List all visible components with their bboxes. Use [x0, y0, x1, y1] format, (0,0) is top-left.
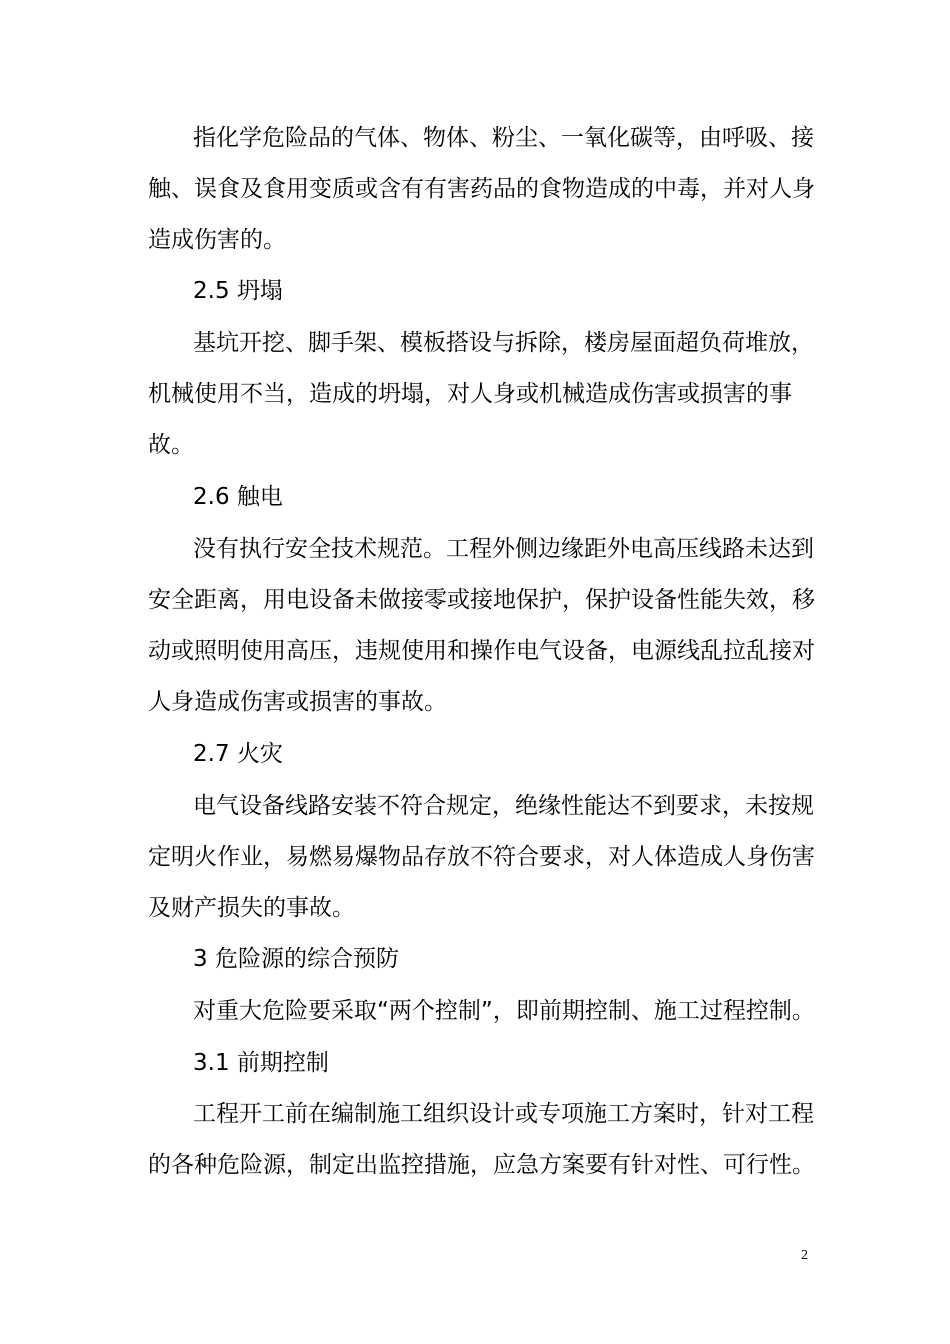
paragraph-collapse-line-2: 机械使用不当，造成的坍塌，对人身或机械造成伤害或损害的事	[148, 381, 792, 407]
heading-2-6: 2.6 触电	[193, 484, 283, 510]
heading-3: 3 危险源的综合预防	[193, 946, 399, 972]
paragraph-early-control-line-2: 的各种危险源，制定出监控措施，应急方案要有针对性、可行性。	[148, 1152, 815, 1178]
paragraph-electric-line-1: 没有执行安全技术规范。工程外侧边缘距外电高压线路未达到	[193, 536, 814, 562]
heading-2-5: 2.5 坍塌	[193, 278, 283, 304]
paragraph-collapse-line-3: 故。	[148, 432, 194, 458]
paragraph-poisoning-line-1: 指化学危险品的气体、物体、粉尘、一氧化碳等，由呼吸、接	[193, 125, 814, 151]
paragraph-electric-line-4: 人身造成伤害或损害的事故。	[148, 689, 447, 715]
paragraph-electric-line-3: 动或照明使用高压，违规使用和操作电气设备，电源线乱拉乱接对	[148, 638, 815, 664]
paragraph-collapse-line-1: 基坑开挖、脚手架、模板搭设与拆除，楼房屋面超负荷堆放，	[193, 330, 814, 356]
page-number: 2	[801, 1248, 808, 1263]
paragraph-control-line-1: 对重大危险要采取“两个控制”，即前期控制、施工过程控制。	[193, 998, 815, 1024]
paragraph-early-control-line-1: 工程开工前在编制施工组织设计或专项施工方案时，针对工程	[193, 1101, 814, 1127]
heading-3-1: 3.1 前期控制	[193, 1050, 329, 1076]
paragraph-electric-line-2: 安全距离，用电设备未做接零或接地保护，保护设备性能失效，移	[148, 587, 815, 613]
paragraph-fire-line-1: 电气设备线路安装不符合规定，绝缘性能达不到要求，未按规	[193, 793, 814, 819]
paragraph-poisoning-line-2: 触、误食及食用变质或含有有害药品的食物造成的中毒，并对人身	[148, 176, 815, 202]
paragraph-fire-line-3: 及财产损失的事故。	[148, 895, 355, 921]
paragraph-fire-line-2: 定明火作业，易燃易爆物品存放不符合要求，对人体造成人身伤害	[148, 844, 815, 870]
heading-2-7: 2.7 火灾	[193, 741, 283, 767]
paragraph-poisoning-line-3: 造成伤害的。	[148, 227, 286, 253]
